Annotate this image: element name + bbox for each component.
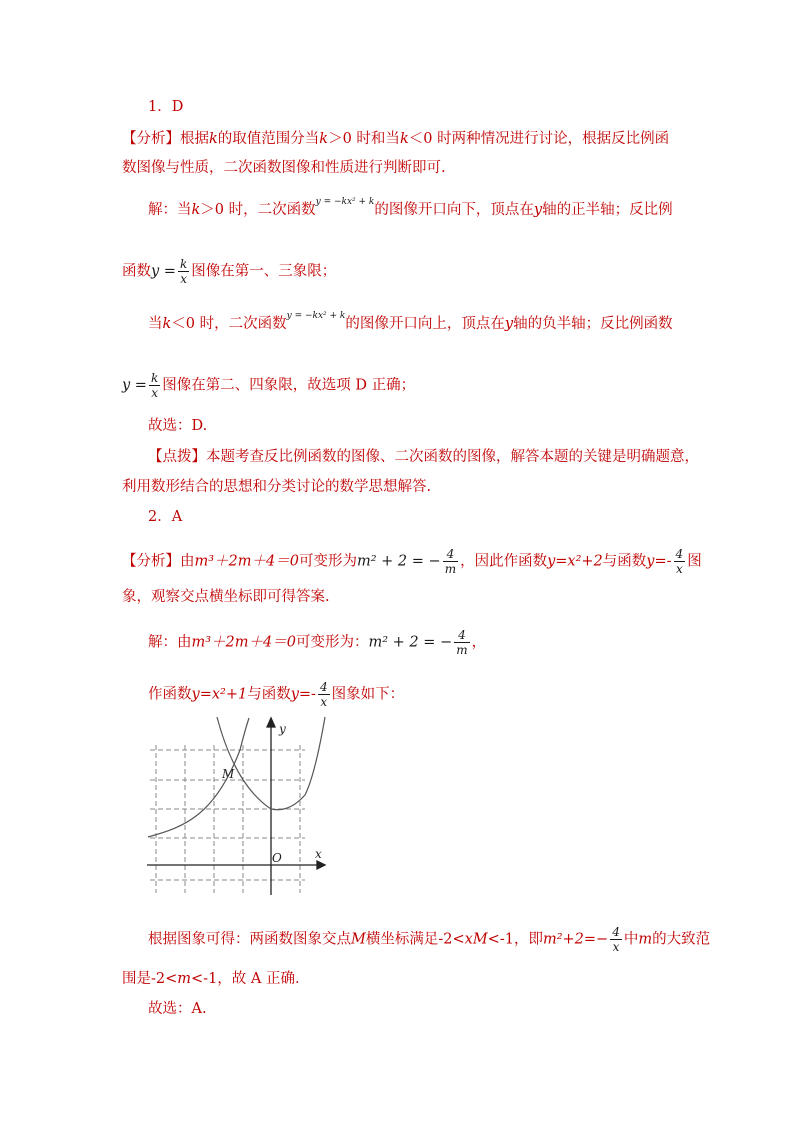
point-m-label: M <box>222 767 235 781</box>
q1-solution-line1: 解：当k＞0 时，二次函数$^{y = -kx^2 + k}$的图像开口向下，顶点在y轴的正半轴；反比例 <box>148 197 673 218</box>
formula-image: y = −kx² + k <box>286 311 346 321</box>
q2-analysis-line1: 【分析】由m³＋2m＋4＝0可变形为m² + 2 = − $\frac{4}{m}$ ，因此作函数y=x²+2与函数y=- $\frac{4}{x}$ 图 <box>122 547 702 576</box>
q2-analysis-line2: 象，观察交点横坐标即可得答案. <box>122 589 330 605</box>
x-axis-arrow <box>317 861 325 869</box>
q1-number: 1．D <box>148 99 184 115</box>
y-axis-arrow <box>267 718 275 727</box>
fraction: $\frac{4}{m}$ <box>444 547 457 576</box>
axes <box>147 718 325 895</box>
q1-solution-line4: y = $\frac{k}{x}$ 图像在第二、四象限，故选项 D 正确； <box>122 371 416 400</box>
y-axis-label: y <box>279 722 286 736</box>
tip-tag: 【点拨】 <box>148 449 206 465</box>
analysis-tag: 【分析】 <box>122 131 180 147</box>
fraction: $\frac{k}{x}$ <box>150 371 159 400</box>
origin-label: O <box>272 851 282 865</box>
q2-result-line1: 根据图象可得：两函数图象交点M横坐标满足-2<xM<-1，即m²+2=− $\frac{4}{x}$ 中m的大致范 <box>148 925 711 954</box>
fraction: $\frac{4}{x}$ <box>319 680 328 709</box>
analysis-tag: 【分析】 <box>122 553 180 570</box>
q1-analysis-line2: 数图像与性质，二次函数图像和性质进行判断即可. <box>122 160 446 176</box>
x-axis-label: x <box>315 847 322 861</box>
q1-solution-line2: 函数y = $\frac{k}{x}$ 图像在第一、三象限； <box>122 257 337 286</box>
q1-tip-line2: 利用数形结合的思想和分类讨论的数学思想解答. <box>122 479 432 495</box>
fraction: $\frac{4}{m}$ <box>456 628 468 657</box>
q1-solution-line3: 当k＜0 时，二次函数$^{y = -kx^2 + k}$的图像开口向上，顶点在y轴的负半轴；反比例函数 <box>148 311 673 332</box>
q1-analysis-line1: 【分析】根据k的取值范围分当k＞0 时和当k＜0 时两种情况进行讨论，根据反比例函 <box>122 131 670 147</box>
q2-solution-line1: 解：由m³＋2m＋4＝0可变形为：m² + 2 = − $\frac{4}{m}$ ， <box>148 628 487 657</box>
fraction: $\frac{k}{x}$ <box>179 257 188 286</box>
q1-tip-line1: 【点拨】本题考查反比例函数的图像、二次函数的图像，解答本题的关键是明确题意， <box>148 449 699 465</box>
q1-choice: 故选：D. <box>148 418 208 434</box>
q2-result-line2: 围是-2<m<-1，故 A 正确． <box>122 971 310 987</box>
q2-draw-line: 作函数y=x²+1与函数y=- $\frac{4}{x}$ 图象如下： <box>148 680 405 709</box>
formula-image: y = −kx² + k <box>315 197 375 207</box>
function-graph <box>145 715 335 895</box>
fraction: $\frac{4}{x}$ <box>675 547 684 576</box>
q2-choice: 故选：A. <box>148 1001 207 1017</box>
q2-number: 2．A <box>148 509 183 525</box>
fraction: $\frac{4}{x}$ <box>612 925 620 954</box>
